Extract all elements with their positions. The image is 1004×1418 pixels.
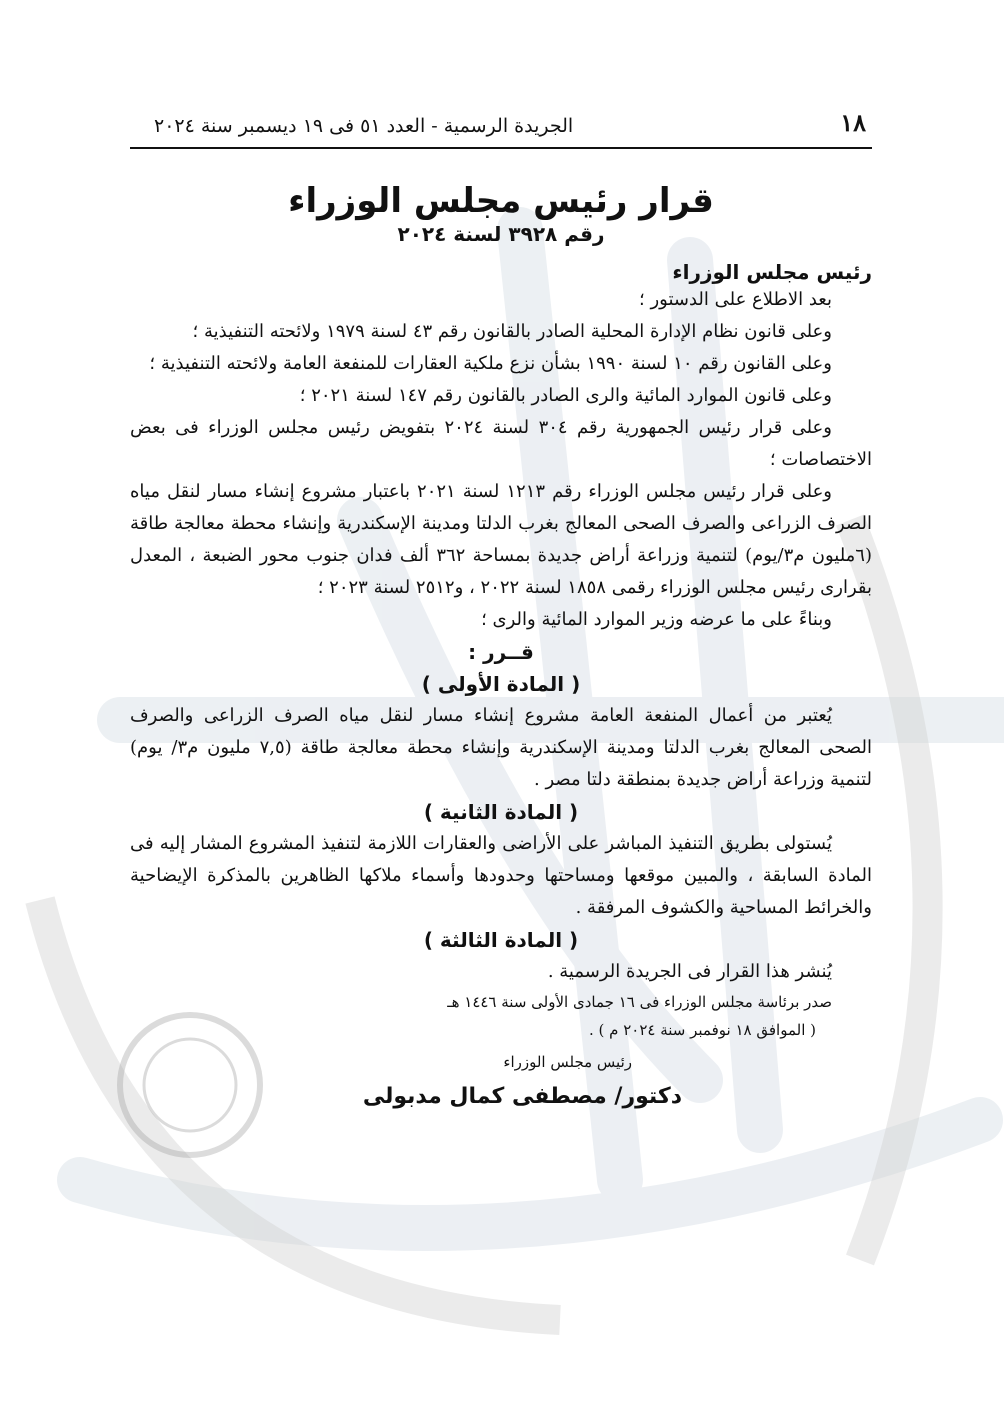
- decides-label: قــرر :: [468, 640, 534, 665]
- preamble-clause: وعلى قرار رئيس مجلس الوزراء رقم ١٢١٣ لسنة ٢٠٢١ باعتبار مشروع إنشاء مسار لنقل مياه الصرف الزراعى والصرف الصحى المعالج بغرب الدلتا ومدينة الإسكندرية وإنشاء محطة معالجة طاقة (٦مليون م٣/يوم) لتنمية وزراعة أراض جديدة بمساحة ٣٦٢ ألف فدان جنوب محور الضبعة ، المعدل بقرارى رئيس مجلس الوزراء رقمى ١٨٥٨ لسنة ٢٠٢٢ ، و٢٥١٢ لسنة ٢٠٢٣ ؛: [130, 481, 872, 599]
- decree-number: رقم ٣٩٢٨ لسنة ٢٠٢٤: [397, 222, 605, 247]
- article-text: يُعتبر من أعمال المنفعة العامة مشروع إنشاء مسار لنقل مياه الصرف الزراعى والصرف الصحى المعالج بغرب الدلتا ومدينة الإسكندرية وإنشاء محطة معالجة طاقة (٧,٥ مليون م٣/ يوم) لتنمية وزراعة أراض جديدة بمنطقة دلتا مصر .: [130, 705, 872, 791]
- decree-title: قرار رئيس مجلس الوزراء: [288, 181, 714, 221]
- preamble-clause: وعلى القانون رقم ١٠ لسنة ١٩٩٠ بشأن نزع ملكية العقارات للمنفعة العامة ولائحته التنفيذية ؛: [149, 353, 832, 375]
- issued-date-gregorian: ( الموافق ١٨ نوفمبر سنة ٢٠٢٤ م ) .: [589, 1021, 816, 1040]
- article-3: [130, 924, 872, 988]
- preamble-clause: وعلى قانون الموارد المائية والرى الصادر بالقانون رقم ١٤٧ لسنة ٢٠٢١ ؛: [299, 385, 832, 407]
- signatory-title: رئيس مجلس الوزراء: [503, 1053, 632, 1072]
- preamble-clause: وبناءً على ما عرضه وزير الموارد المائية والرى ؛: [481, 609, 832, 631]
- article-heading: ( المادة الأولى ): [421, 672, 581, 697]
- signatory-name: دكتور/ مصطفى كمال مدبولى: [362, 1084, 682, 1110]
- issued-date-hijri: صدر برئاسة مجلس الوزراء فى ١٦ جمادى الأولى سنة ١٤٤٦ هـ: [447, 993, 832, 1012]
- page-header: [130, 108, 872, 149]
- journal-issue-line: الجريدة الرسمية - العدد ٥١ فى ١٩ ديسمبر سنة ٢٠٢٤: [154, 115, 574, 137]
- gazette-page: [130, 108, 872, 1109]
- article-text: يُستولى بطريق التنفيذ المباشر على الأراضى والعقارات اللازمة لتنفيذ المشروع المشار إليه فى المادة السابقة ، والمبين موقعها ومساحتها وحدودها وأسماء ملاكها الظاهرين بالمذكرة الإيضاحية والخرائط المساحية والكشوف المرفقة .: [130, 833, 872, 919]
- issuing-authority: رئيس مجلس الوزراء: [672, 260, 872, 285]
- article-heading: ( المادة الثالثة ): [423, 928, 579, 953]
- article-text: يُنشر هذا القرار فى الجريدة الرسمية .: [547, 961, 832, 983]
- article-2: [130, 796, 872, 924]
- page-number: ١٨: [840, 108, 866, 137]
- article-1: [130, 668, 872, 796]
- preamble-clause: وعلى قرار رئيس الجمهورية رقم ٣٠٤ لسنة ٢٠٢٤ بتفويض رئيس مجلس الوزراء فى بعض الاختصاصات ؛: [130, 417, 872, 471]
- article-heading: ( المادة الثانية ): [423, 800, 579, 825]
- preamble-clause: بعد الاطلاع على الدستور ؛: [639, 289, 832, 311]
- preamble-clause: وعلى قانون نظام الإدارة المحلية الصادر بالقانون رقم ٤٣ لسنة ١٩٧٩ ولائحته التنفيذية ؛: [192, 321, 832, 343]
- preamble: [130, 284, 872, 636]
